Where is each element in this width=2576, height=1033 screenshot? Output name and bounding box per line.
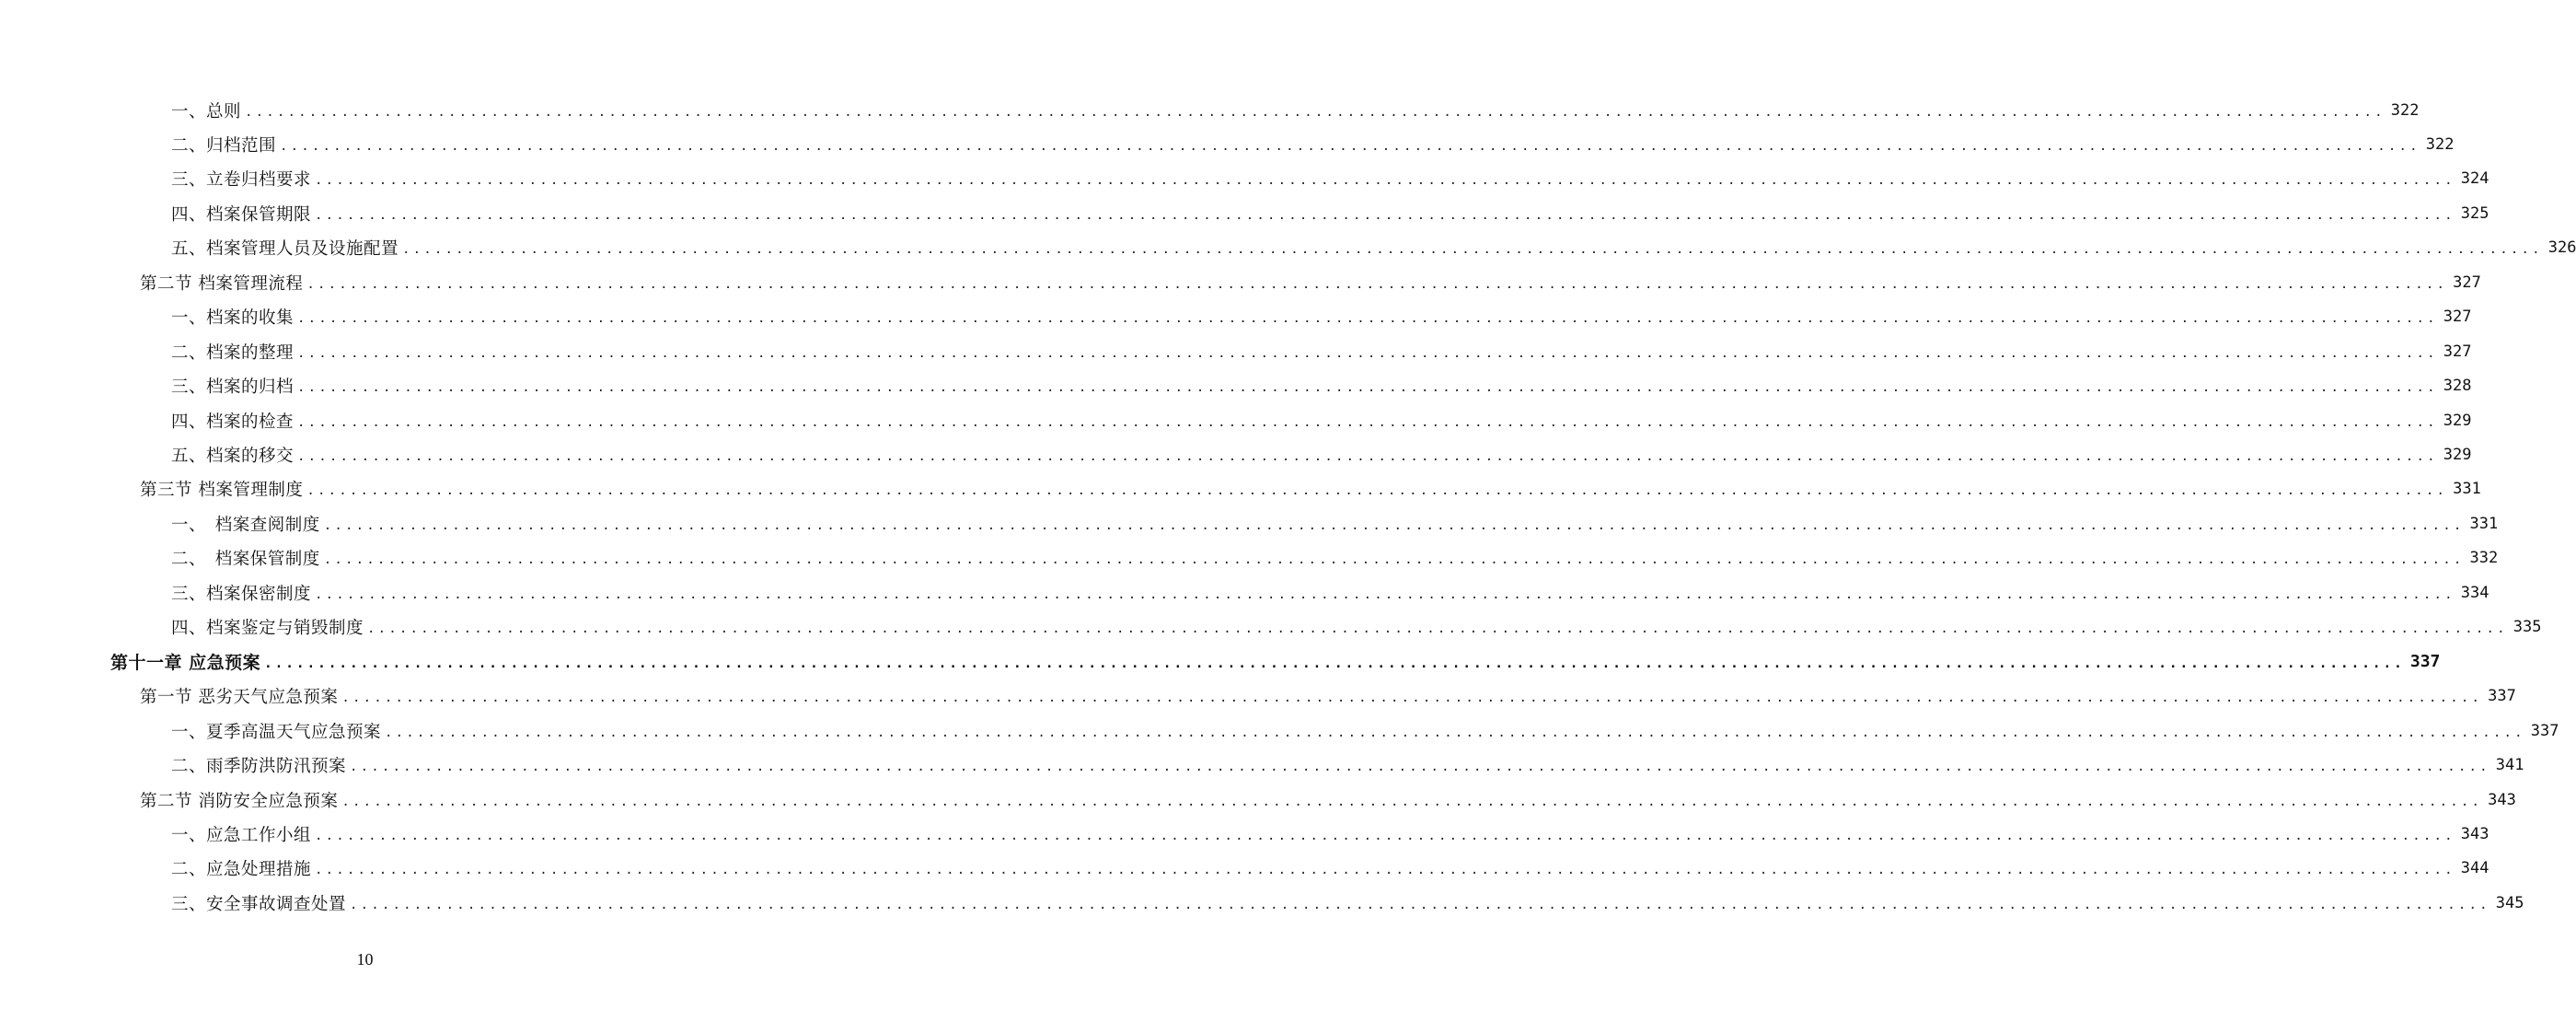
toc-entry-page: 343 [2482, 791, 2516, 809]
toc-entry-item [171, 300, 2472, 334]
toc-entry-chapter [110, 644, 2441, 679]
toc-entry-item [171, 162, 2489, 196]
toc-dot-leader: ........................................................................................................................................................................................................ [297, 311, 2438, 327]
toc-entry-page: 331 [2447, 480, 2481, 498]
toc-entry-item [171, 196, 2489, 230]
toc-entry-title: 第二节 消防安全应急预案 [140, 788, 341, 812]
toc-dot-leader: ........................................................................................................................................................................................................ [323, 517, 2465, 533]
toc-dot-leader: ........................................................................................................................................................................................................ [306, 483, 2448, 499]
toc-entry-page: 327 [2447, 273, 2481, 292]
toc-entry-item [171, 852, 2489, 886]
toc-entry-title: 二、归档范围 [171, 133, 280, 157]
toc-entry-item [171, 231, 2576, 265]
toc-dot-leader: ........................................................................................................................................................................................................ [341, 794, 2483, 809]
toc-entry-title: 第十一章 应急预案 [110, 649, 264, 674]
toc-entry-page: 322 [2420, 135, 2455, 154]
toc-dot-leader: ........................................................................................................................................................................................................ [402, 242, 2543, 258]
toc-entry-item [171, 575, 2489, 609]
toc-entry-title: 二、雨季防洪防汛预案 [171, 753, 350, 777]
toc-entry-title: 五、档案的移交 [171, 443, 297, 467]
toc-entry-item [171, 749, 2524, 783]
toc-entry-title: 第一节 恶劣天气应急预案 [140, 684, 341, 708]
toc-entry-page: 328 [2438, 377, 2472, 395]
toc-entry-title: 三、安全事故调查处置 [171, 891, 350, 915]
toc-dot-leader: ........................................................................................................................................................................................................ [245, 104, 2385, 120]
toc-entry-title: 一、夏季高温天气应急预案 [171, 719, 385, 743]
toc-entry-section [140, 472, 2481, 506]
toc-entry-page: 329 [2438, 412, 2472, 430]
toc-entry-title: 第二节 档案管理流程 [140, 271, 306, 295]
toc-entry-section [140, 265, 2481, 299]
toc-entry-page: 335 [2508, 618, 2542, 636]
toc-entry-page: 332 [2465, 549, 2499, 567]
toc-entry-page: 343 [2455, 825, 2489, 843]
toc-dot-leader: ........................................................................................................................................................................................................ [297, 414, 2438, 430]
toc-entry-title: 一、总则 [171, 99, 245, 122]
toc-entry-title: 五、档案管理人员及设施配置 [171, 236, 402, 260]
toc-entry-page: 344 [2455, 859, 2489, 877]
toc-entry-item [171, 127, 2455, 161]
toc-entry-title: 一、 档案查阅制度 [171, 512, 324, 536]
toc-entry-section [140, 679, 2516, 714]
toc-dot-leader: ........................................................................................................................................................................................................ [315, 207, 2455, 223]
toc-entry-item [171, 506, 2499, 540]
toc-entry-item [171, 714, 2559, 748]
toc-dot-leader: ........................................................................................................................................................................................................ [367, 621, 2508, 637]
toc-dot-leader: ........................................................................................................................................................................................................ [315, 173, 2455, 189]
page-number: 10 [356, 950, 374, 969]
toc-entry-item [171, 817, 2489, 851]
toc-entry-title: 二、 档案保管制度 [171, 546, 324, 570]
toc-dot-leader: ........................................................................................................................................................................................................ [315, 586, 2455, 602]
toc-entry-title: 三、档案的归档 [171, 374, 297, 398]
toc-dot-leader: ........................................................................................................................................................................................................ [315, 828, 2455, 843]
toc-entry-title: 一、档案的收集 [171, 305, 297, 329]
toc-entry-page: 334 [2455, 584, 2489, 602]
toc-dot-leader: ........................................................................................................................................................................................................ [297, 380, 2438, 396]
toc-entry-title: 第三节 档案管理制度 [140, 477, 306, 501]
toc-entry-title: 二、应急处理措施 [171, 856, 315, 880]
toc-entry-title: 四、档案保管期限 [171, 202, 315, 226]
toc-entry-page: 337 [2405, 652, 2441, 671]
toc-entry-page: 327 [2438, 342, 2472, 361]
toc-dot-leader: ........................................................................................................................................................................................................ [385, 725, 2525, 740]
toc-entry-page: 329 [2438, 446, 2472, 464]
toc-entry-item [171, 438, 2472, 472]
toc-dot-leader: ........................................................................................................................................................................................................ [306, 276, 2448, 292]
toc-dot-leader: ........................................................................................................................................................................................................ [297, 345, 2438, 361]
toc-dot-leader: ........................................................................................................................................................................................................ [280, 138, 2420, 154]
toc-entry-item [171, 93, 2420, 127]
toc-entry-title: 二、档案的整理 [171, 340, 297, 364]
toc-dot-leader: ........................................................................................................................................................................................................ [323, 552, 2465, 568]
toc-entry-page: 325 [2455, 204, 2489, 223]
toc-entry-page: 322 [2385, 101, 2420, 120]
toc-dot-leader: ........................................................................................................................................................................................................ [350, 897, 2490, 912]
toc-dot-leader: ........................................................................................................................................................................................................ [264, 656, 2405, 671]
toc-dot-leader: ........................................................................................................................................................................................................ [350, 760, 2490, 775]
toc-entry-item [171, 369, 2472, 403]
toc-entry-title: 三、立卷归档要求 [171, 167, 315, 191]
toc-entry-page: 341 [2490, 756, 2524, 774]
toc-entry-title: 一、应急工作小组 [171, 822, 315, 846]
toc-entry-title: 四、档案鉴定与销毁制度 [171, 615, 367, 639]
toc-dot-leader: ........................................................................................................................................................................................................ [315, 863, 2455, 878]
toc-entry-title: 四、档案的检查 [171, 409, 297, 433]
toc-entry-item [171, 541, 2499, 575]
toc-entry-title: 三、档案保密制度 [171, 581, 315, 605]
toc-entry-page: 345 [2490, 894, 2524, 912]
toc-entry-page: 324 [2455, 169, 2489, 188]
toc-entry-page: 337 [2525, 722, 2559, 740]
toc-entry-item [171, 886, 2524, 920]
toc-dot-leader: ........................................................................................................................................................................................................ [297, 449, 2438, 464]
toc-entry-page: 327 [2438, 308, 2472, 326]
toc-entry-page: 337 [2482, 687, 2516, 705]
toc-entry-item [171, 334, 2472, 368]
toc-entry-page: 326 [2543, 238, 2576, 257]
toc-entry-page: 331 [2465, 515, 2499, 533]
toc-entry-section [140, 783, 2516, 817]
toc-entry-item [171, 403, 2472, 437]
toc-dot-leader: ........................................................................................................................................................................................................ [341, 691, 2483, 706]
toc-entry-item [171, 610, 2542, 644]
